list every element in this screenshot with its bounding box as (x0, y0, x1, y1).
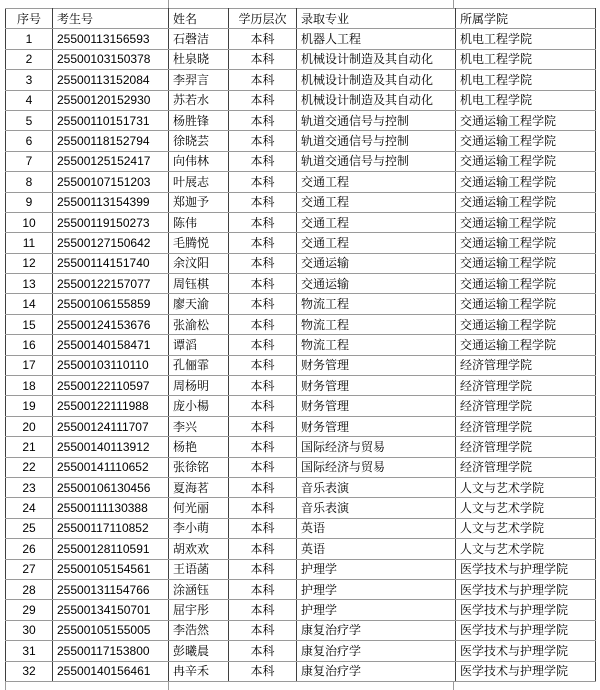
cell-candidate-number: 25500122157077 (53, 274, 169, 294)
cell-admitted-major: 财务管理 (297, 376, 456, 396)
cell-education-level: 本科 (229, 539, 297, 559)
cell-education-level: 本科 (229, 294, 297, 314)
cell-admitted-major: 护理学 (297, 559, 456, 579)
cell-education-level: 本科 (229, 212, 297, 232)
cell-admitted-major: 音乐表演 (297, 498, 456, 518)
cell-serial-number: 30 (6, 620, 53, 640)
cell-admitted-major: 物流工程 (297, 335, 456, 355)
cell-serial-number: 4 (6, 90, 53, 110)
cell-name: 张渝松 (169, 314, 229, 334)
cell-education-level: 本科 (229, 600, 297, 620)
cell-serial-number: 7 (6, 151, 53, 171)
table-row (6, 437, 596, 457)
cell-education-level: 本科 (229, 70, 297, 90)
cell-college: 人文与艺术学院 (456, 477, 596, 497)
cell-candidate-number: 25500124153676 (53, 314, 169, 334)
cell-name: 李兴 (169, 416, 229, 436)
cell-candidate-number: 25500122110597 (53, 376, 169, 396)
cell-admitted-major: 机器人工程 (297, 29, 456, 49)
cell-name: 屈宇彤 (169, 600, 229, 620)
cell-admitted-major: 财务管理 (297, 355, 456, 375)
cell-name: 李浩然 (169, 620, 229, 640)
cell-admitted-major: 财务管理 (297, 416, 456, 436)
cell-education-level: 本科 (229, 396, 297, 416)
cell-college: 医学技术与护理学院 (456, 620, 596, 640)
table-row (6, 294, 596, 314)
cell-admitted-major: 英语 (297, 518, 456, 538)
cell-college: 交通运输工程学院 (456, 212, 596, 232)
cell-admitted-major: 交通工程 (297, 172, 456, 192)
table-row (6, 600, 596, 620)
cell-education-level: 本科 (229, 457, 297, 477)
cell-name: 冉辛禾 (169, 661, 229, 681)
cell-education-level: 本科 (229, 641, 297, 661)
cell-college: 经济管理学院 (456, 355, 596, 375)
cell-admitted-major: 轨道交通信号与控制 (297, 131, 456, 151)
cell-college: 机电工程学院 (456, 29, 596, 49)
header-admitted-major: 录取专业 (297, 9, 456, 29)
cell-education-level: 本科 (229, 661, 297, 681)
table-row (6, 335, 596, 355)
cell-name: 石磬洁 (169, 29, 229, 49)
table-row (6, 151, 596, 171)
table-row (6, 416, 596, 436)
admission-table (5, 8, 596, 682)
cell-serial-number: 8 (6, 172, 53, 192)
table-row (6, 49, 596, 69)
cell-serial-number: 17 (6, 355, 53, 375)
cell-candidate-number: 25500107151203 (53, 172, 169, 192)
cell-education-level: 本科 (229, 416, 297, 436)
cell-candidate-number: 25500117153800 (53, 641, 169, 661)
table-row (6, 477, 596, 497)
cell-college: 交通运输工程学院 (456, 151, 596, 171)
cell-education-level: 本科 (229, 172, 297, 192)
cell-serial-number: 27 (6, 559, 53, 579)
cell-serial-number: 2 (6, 49, 53, 69)
cell-candidate-number: 25500140156461 (53, 661, 169, 681)
cell-serial-number: 20 (6, 416, 53, 436)
cell-college: 医学技术与护理学院 (456, 661, 596, 681)
header-name: 姓名 (169, 9, 229, 29)
cell-college: 医学技术与护理学院 (456, 559, 596, 579)
cell-serial-number: 14 (6, 294, 53, 314)
cell-name: 夏海茗 (169, 477, 229, 497)
table-row (6, 253, 596, 273)
cell-admitted-major: 物流工程 (297, 314, 456, 334)
cell-name: 苏若水 (169, 90, 229, 110)
cell-candidate-number: 25500113156593 (53, 29, 169, 49)
cell-college: 交通运输工程学院 (456, 253, 596, 273)
cell-college: 机电工程学院 (456, 70, 596, 90)
cell-college: 经济管理学院 (456, 376, 596, 396)
cell-serial-number: 6 (6, 131, 53, 151)
cell-name: 张徐铭 (169, 457, 229, 477)
cell-name: 庞小楊 (169, 396, 229, 416)
cell-candidate-number: 25500111130388 (53, 498, 169, 518)
cell-college: 交通运输工程学院 (456, 110, 596, 130)
cell-serial-number: 29 (6, 600, 53, 620)
cell-name: 杨胜锋 (169, 110, 229, 130)
cell-name: 涂涵钰 (169, 579, 229, 599)
table-row (6, 274, 596, 294)
cell-candidate-number: 25500134150701 (53, 600, 169, 620)
cell-college: 交通运输工程学院 (456, 335, 596, 355)
table-row (6, 579, 596, 599)
cell-serial-number: 15 (6, 314, 53, 334)
cell-education-level: 本科 (229, 90, 297, 110)
header-candidate-number: 考生号 (53, 9, 169, 29)
cell-admitted-major: 康复治疗学 (297, 620, 456, 640)
table-row (6, 212, 596, 232)
cell-candidate-number: 25500140158471 (53, 335, 169, 355)
cell-admitted-major: 音乐表演 (297, 477, 456, 497)
cell-serial-number: 1 (6, 29, 53, 49)
table-row (6, 233, 596, 253)
cell-serial-number: 3 (6, 70, 53, 90)
cell-candidate-number: 25500117110852 (53, 518, 169, 538)
cell-college: 交通运输工程学院 (456, 233, 596, 253)
cell-name: 何光丽 (169, 498, 229, 518)
table-row (6, 498, 596, 518)
cell-admitted-major: 交通运输 (297, 253, 456, 273)
cell-college: 医学技术与护理学院 (456, 641, 596, 661)
gridline-stub (453, 681, 454, 690)
cell-name: 周钰棋 (169, 274, 229, 294)
table-row (6, 110, 596, 130)
cell-college: 人文与艺术学院 (456, 518, 596, 538)
cell-candidate-number: 25500103110110 (53, 355, 169, 375)
cell-candidate-number: 25500140113912 (53, 437, 169, 457)
cell-serial-number: 26 (6, 539, 53, 559)
cell-name: 孔俪霏 (169, 355, 229, 375)
cell-serial-number: 9 (6, 192, 53, 212)
gridline-stub (5, 681, 6, 690)
table-body (6, 29, 596, 682)
cell-education-level: 本科 (229, 253, 297, 273)
table-row (6, 539, 596, 559)
cell-serial-number: 10 (6, 212, 53, 232)
cell-education-level: 本科 (229, 518, 297, 538)
cell-education-level: 本科 (229, 110, 297, 130)
cell-admitted-major: 机械设计制造及其自动化 (297, 49, 456, 69)
cell-education-level: 本科 (229, 376, 297, 396)
cell-candidate-number: 25500128110591 (53, 539, 169, 559)
cell-serial-number: 28 (6, 579, 53, 599)
cell-college: 交通运输工程学院 (456, 192, 596, 212)
cell-serial-number: 32 (6, 661, 53, 681)
cell-name: 王语菡 (169, 559, 229, 579)
cell-college: 医学技术与护理学院 (456, 579, 596, 599)
cell-candidate-number: 25500125152417 (53, 151, 169, 171)
cell-name: 廖天渝 (169, 294, 229, 314)
cell-name: 叶展志 (169, 172, 229, 192)
cell-admitted-major: 轨道交通信号与控制 (297, 110, 456, 130)
cell-education-level: 本科 (229, 620, 297, 640)
cell-candidate-number: 25500141110652 (53, 457, 169, 477)
cell-name: 余汶阳 (169, 253, 229, 273)
cell-college: 经济管理学院 (456, 396, 596, 416)
cell-serial-number: 19 (6, 396, 53, 416)
cell-education-level: 本科 (229, 355, 297, 375)
header-education-level: 学历层次 (229, 9, 297, 29)
cell-admitted-major: 机械设计制造及其自动化 (297, 70, 456, 90)
cell-college: 经济管理学院 (456, 416, 596, 436)
cell-education-level: 本科 (229, 233, 297, 253)
cell-serial-number: 16 (6, 335, 53, 355)
cell-admitted-major: 财务管理 (297, 396, 456, 416)
cell-admitted-major: 国际经济与贸易 (297, 437, 456, 457)
table-row (6, 376, 596, 396)
cell-serial-number: 18 (6, 376, 53, 396)
cell-name: 陈伟 (169, 212, 229, 232)
header-serial-number: 序号 (6, 9, 53, 29)
table-row (6, 518, 596, 538)
cell-education-level: 本科 (229, 49, 297, 69)
table-row (6, 131, 596, 151)
cell-candidate-number: 25500122111988 (53, 396, 169, 416)
table-row (6, 559, 596, 579)
cell-serial-number: 11 (6, 233, 53, 253)
table-row (6, 90, 596, 110)
cell-name: 杨艳 (169, 437, 229, 457)
cell-name: 毛腾悦 (169, 233, 229, 253)
cell-candidate-number: 25500119150273 (53, 212, 169, 232)
cell-name: 彭曦晨 (169, 641, 229, 661)
table-row (6, 29, 596, 49)
gridline-stub (168, 681, 169, 690)
cell-admitted-major: 国际经济与贸易 (297, 457, 456, 477)
cell-name: 谭滔 (169, 335, 229, 355)
cell-candidate-number: 25500103150378 (53, 49, 169, 69)
cell-candidate-number: 25500131154766 (53, 579, 169, 599)
cell-serial-number: 31 (6, 641, 53, 661)
cell-name: 周杨明 (169, 376, 229, 396)
cell-candidate-number: 25500110151731 (53, 110, 169, 130)
cell-college: 交通运输工程学院 (456, 294, 596, 314)
cell-serial-number: 12 (6, 253, 53, 273)
cell-name: 李羿言 (169, 70, 229, 90)
cell-college: 交通运输工程学院 (456, 274, 596, 294)
cell-education-level: 本科 (229, 579, 297, 599)
gridline-stub (453, 0, 454, 8)
cell-education-level: 本科 (229, 498, 297, 518)
cell-education-level: 本科 (229, 131, 297, 151)
cell-serial-number: 13 (6, 274, 53, 294)
cell-education-level: 本科 (229, 151, 297, 171)
cell-name: 徐晓芸 (169, 131, 229, 151)
cell-admitted-major: 机械设计制造及其自动化 (297, 90, 456, 110)
cell-name: 胡欢欢 (169, 539, 229, 559)
cell-serial-number: 25 (6, 518, 53, 538)
table-row (6, 620, 596, 640)
table-row (6, 355, 596, 375)
cell-education-level: 本科 (229, 437, 297, 457)
cell-candidate-number: 25500105155005 (53, 620, 169, 640)
header-college: 所属学院 (456, 9, 596, 29)
cell-admitted-major: 护理学 (297, 600, 456, 620)
cell-name: 李小萌 (169, 518, 229, 538)
cell-serial-number: 22 (6, 457, 53, 477)
cell-candidate-number: 25500106130456 (53, 477, 169, 497)
table-row (6, 641, 596, 661)
cell-admitted-major: 交通工程 (297, 212, 456, 232)
cell-serial-number: 5 (6, 110, 53, 130)
cell-college: 交通运输工程学院 (456, 172, 596, 192)
table-row (6, 192, 596, 212)
cell-candidate-number: 25500118152794 (53, 131, 169, 151)
cell-admitted-major: 轨道交通信号与控制 (297, 151, 456, 171)
cell-name: 杜泉晓 (169, 49, 229, 69)
cell-serial-number: 24 (6, 498, 53, 518)
cell-name: 郑迦予 (169, 192, 229, 212)
cell-education-level: 本科 (229, 559, 297, 579)
cell-admitted-major: 物流工程 (297, 294, 456, 314)
table-row (6, 314, 596, 334)
cell-candidate-number: 25500124111707 (53, 416, 169, 436)
cell-candidate-number: 25500113152084 (53, 70, 169, 90)
cell-college: 机电工程学院 (456, 90, 596, 110)
cell-education-level: 本科 (229, 29, 297, 49)
cell-name: 向伟林 (169, 151, 229, 171)
cell-college: 机电工程学院 (456, 49, 596, 69)
cell-admitted-major: 康复治疗学 (297, 641, 456, 661)
cell-candidate-number: 25500106155859 (53, 294, 169, 314)
gridline-stub (168, 0, 169, 8)
cell-serial-number: 21 (6, 437, 53, 457)
cell-education-level: 本科 (229, 314, 297, 334)
cell-education-level: 本科 (229, 477, 297, 497)
admission-list (5, 8, 595, 682)
cell-serial-number: 23 (6, 477, 53, 497)
table-row (6, 70, 596, 90)
cell-education-level: 本科 (229, 274, 297, 294)
cell-college: 人文与艺术学院 (456, 539, 596, 559)
table-row (6, 457, 596, 477)
cell-candidate-number: 25500105154561 (53, 559, 169, 579)
table-row (6, 172, 596, 192)
cell-candidate-number: 25500120152930 (53, 90, 169, 110)
cell-college: 交通运输工程学院 (456, 314, 596, 334)
cell-candidate-number: 25500114151740 (53, 253, 169, 273)
cell-candidate-number: 25500127150642 (53, 233, 169, 253)
cell-college: 医学技术与护理学院 (456, 600, 596, 620)
cell-admitted-major: 康复治疗学 (297, 661, 456, 681)
cell-admitted-major: 交通运输 (297, 274, 456, 294)
table-header-row (6, 9, 596, 29)
table-row (6, 396, 596, 416)
cell-admitted-major: 交通工程 (297, 192, 456, 212)
table-row (6, 661, 596, 681)
cell-candidate-number: 25500113154399 (53, 192, 169, 212)
cell-education-level: 本科 (229, 335, 297, 355)
cell-education-level: 本科 (229, 192, 297, 212)
cell-admitted-major: 护理学 (297, 579, 456, 599)
cell-college: 经济管理学院 (456, 437, 596, 457)
cell-college: 人文与艺术学院 (456, 498, 596, 518)
cell-college: 交通运输工程学院 (456, 131, 596, 151)
cell-admitted-major: 交通工程 (297, 233, 456, 253)
cell-college: 经济管理学院 (456, 457, 596, 477)
cell-admitted-major: 英语 (297, 539, 456, 559)
